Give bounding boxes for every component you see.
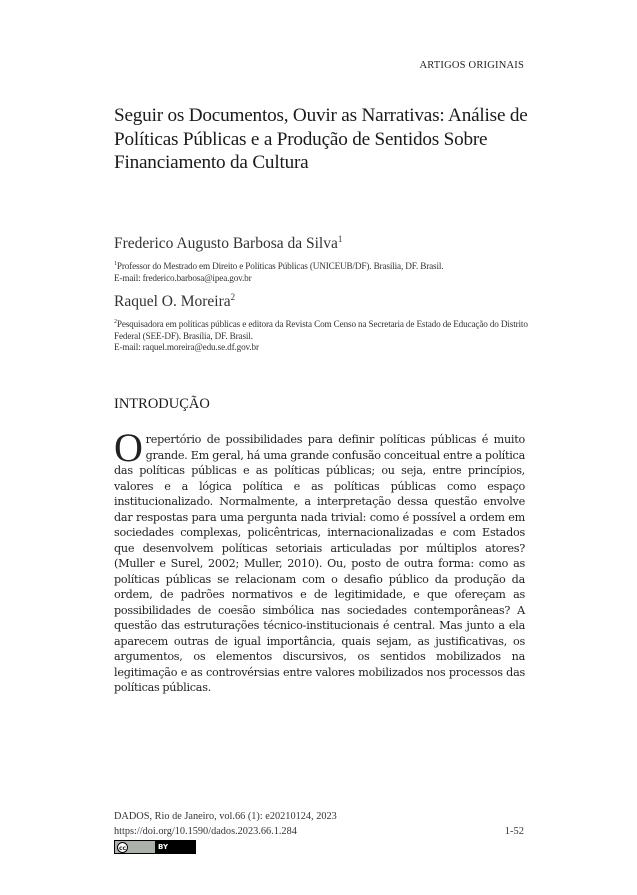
author-affiliation-2	[114, 319, 534, 354]
body-text: repertório de possibilidades para definir políticas públicas é muito grande. Em geral, há uma grande confusão conceitual entre a política das políticas públicas e as políticas públicas; ou seja, entre princípios, valores e a lógica política e as políticas públicas como espaço institucionalizado. Normalmente, a interpretação dessa questão envolve dar respostas para uma pergunta nada trivial: como é possível a ordem em sociedades complexas, policêntricas, internacionalizadas e com Estados que desenvolvem políticas setoriais articuladas por múltiplos atores? (Muller e Surel, 2002; Muller, 2010). Ou, posto de outra forma: como as políticas públicas se relacionam com o desafio público da produção da ordem, de padrões normativos e de legitimidade, e que ofereçam as possibilidades de coesão simbólica nas sociedades contemporâneas? A questão das estruturações técnico-institucionais é central. Mas junto a ela aparecem outras de igual importância, quais sejam, as justificativas, os argumentos, os elementos discursivos, os sentidos mobilizados na legitimação e as controvérsias entre valores mobilizados nos processos das políticas públicas.	[114, 433, 525, 694]
cc-badge-left	[115, 841, 155, 853]
author-footnote-mark: 2	[230, 291, 236, 302]
author-email-2: E-mail: raquel.moreira@edu.se.df.gov.br	[114, 342, 259, 353]
body-paragraph	[114, 425, 525, 696]
page-number: 1-52	[504, 826, 524, 837]
cc-by-label: BY	[155, 841, 195, 853]
section-label: ARTIGOS ORIGINAIS	[419, 60, 524, 71]
article-title: Seguir os Documentos, Ouvir as Narrativas: Análise de Políticas Públicas e a Produção de Sentidos Sobre Financiamento da Cultura	[114, 105, 528, 173]
author-footnote-mark: 1	[337, 233, 343, 244]
author-email-1: E-mail: frederico.barbosa@ipea.gov.br	[114, 272, 252, 283]
footer-journal-citation: DADOS, Rio de Janeiro, vol.66 (1): e20210124, 2023	[114, 811, 337, 822]
affiliation-line	[114, 261, 534, 273]
drop-cap: O	[114, 425, 143, 470]
affiliation-line	[114, 319, 534, 342]
affiliation-mark: 2	[114, 318, 117, 325]
author-name-text: Raquel O. Moreira	[114, 293, 231, 310]
affiliation-text: Professor do Mestrado em Direito e Políticas Públicas (UNICEUB/DF). Brasília, DF. Brasil.	[116, 261, 444, 271]
author-name-2	[114, 293, 235, 311]
affiliation-mark: 1	[114, 260, 117, 267]
cc-by-license-badge[interactable]	[114, 840, 196, 854]
author-name-1	[114, 235, 342, 253]
section-heading-introducao: INTRODUÇÃO	[114, 396, 210, 412]
creative-commons-icon: cc	[117, 842, 128, 853]
author-name-text: Frederico Augusto Barbosa da Silva	[114, 235, 338, 252]
affiliation-text: Pesquisadora em políticas públicas e editora da Revista Com Censo na Secretaria de Estado de Educação do Distrito Federal (SEE-DF). Brasília, DF. Brasil.	[114, 319, 528, 341]
footer-doi-link[interactable]: https://doi.org/10.1590/dados.2023.66.1.284	[114, 826, 297, 837]
author-affiliation-1	[114, 261, 534, 284]
